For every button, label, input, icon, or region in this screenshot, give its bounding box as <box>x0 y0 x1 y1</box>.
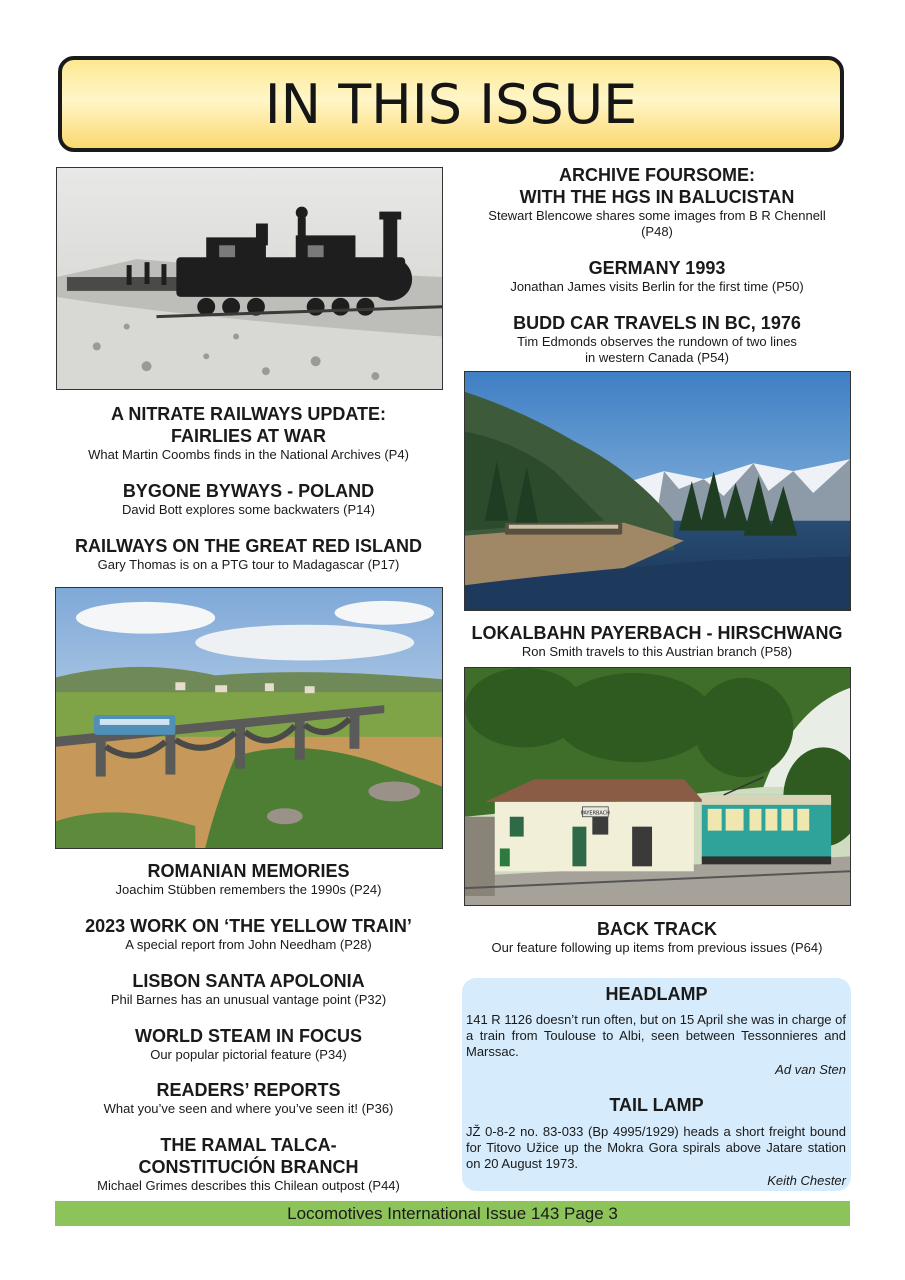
entry-title: LISBON SANTA APOLONIA <box>132 971 365 991</box>
entry-description: A special report from John Needham (P28) <box>125 937 372 952</box>
entry-description: Our feature following up items from previous issues (P64) <box>491 940 823 955</box>
toc-entry-romanian-memories[interactable] <box>55 860 442 898</box>
headlamp-author: Ad van Sten <box>775 1062 846 1077</box>
entry-title: FAIRLIES AT WAR <box>171 426 326 446</box>
page-title: IN THIS ISSUE <box>264 72 638 136</box>
photo-payerbach-tram <box>464 667 851 906</box>
entry-title: WITH THE HGS IN BALUCISTAN <box>519 187 795 207</box>
entry-title: ROMANIAN MEMORIES <box>147 861 350 881</box>
taillamp-author: Keith Chester <box>767 1173 846 1188</box>
headlamp-text: 141 R 1126 doesn’t run often, but on 15 April she was in charge of a train from Toulouse to Albi, seen between Tessonnieres and Marssac. <box>466 1012 846 1059</box>
taillamp-heading: TAIL LAMP <box>609 1095 704 1115</box>
toc-entry-budd-car[interactable] <box>464 312 850 366</box>
toc-entry-bygone-byways[interactable] <box>55 480 442 518</box>
toc-entry-lokalbahn[interactable] <box>464 622 850 660</box>
entry-title: A NITRATE RAILWAYS UPDATE: <box>110 404 386 424</box>
entry-title: WORLD STEAM IN FOCUS <box>135 1026 362 1046</box>
entry-description: What you’ve seen and where you’ve seen it! (P36) <box>103 1101 394 1116</box>
entry-description: Our popular pictorial feature (P34) <box>150 1047 347 1062</box>
entry-description: David Bott explores some backwaters (P14) <box>122 502 375 517</box>
entry-description: Stewart Blencowe shares some images from B R Chennell <box>488 208 826 223</box>
entry-title: THE RAMAL TALCA- <box>160 1135 337 1155</box>
taillamp-text: JŽ 0-8-2 no. 83-033 (Bp 4995/1929) heads a short freight bound for Titovo Užice up the Mokra Gora spirals above Jatare station on 20 August 1973. <box>466 1124 846 1171</box>
toc-entry-germany-1993[interactable] <box>464 257 850 295</box>
photo-fairlie-locomotive <box>56 167 443 390</box>
toc-entry-back-track[interactable] <box>464 918 850 956</box>
photo-budd-car-lake <box>464 371 851 611</box>
entry-title: ARCHIVE FOURSOME: <box>558 165 755 185</box>
entry-title: BACK TRACK <box>597 919 717 939</box>
entry-description: Michael Grimes describes this Chilean outpost (P44) <box>97 1178 400 1193</box>
entry-title: BYGONE BYWAYS - POLAND <box>122 481 375 501</box>
entry-title: GERMANY 1993 <box>588 258 726 278</box>
toc-entry-readers-reports[interactable] <box>55 1079 442 1117</box>
page-footer: Locomotives International Issue 143 Page 3 <box>55 1201 850 1226</box>
headlamp-heading: HEADLAMP <box>605 984 708 1004</box>
entry-description: Joachim Stübben remembers the 1990s (P24) <box>115 882 382 897</box>
toc-entry-archive-foursome[interactable] <box>464 164 850 240</box>
entry-title: 2023 WORK ON ‘THE YELLOW TRAIN’ <box>85 916 412 936</box>
entry-title: CONSTITUCIÓN BRANCH <box>138 1157 359 1177</box>
entry-description: Ron Smith travels to this Austrian branch (P58) <box>521 644 793 659</box>
entry-description: Jonathan James visits Berlin for the first time (P50) <box>510 279 804 294</box>
toc-entry-yellow-train[interactable] <box>55 915 442 953</box>
toc-entry-ramal-talca[interactable] <box>55 1134 442 1194</box>
entry-description: (P48) <box>641 224 673 239</box>
entry-description: What Martin Coombs finds in the National Archives (P4) <box>88 447 409 462</box>
toc-entry-nitrate-railways[interactable] <box>55 403 442 463</box>
entry-title: READERS’ REPORTS <box>156 1080 341 1100</box>
entry-description: Tim Edmonds observes the rundown of two lines <box>517 334 797 349</box>
toc-entry-lisbon[interactable] <box>55 970 442 1008</box>
entry-title: RAILWAYS ON THE GREAT RED ISLAND <box>74 536 423 556</box>
station-sign: PAYERBACH <box>580 810 610 817</box>
lamp-box <box>462 978 851 1191</box>
photo-madagascar-bridge <box>55 587 443 849</box>
toc-entry-great-red-island[interactable] <box>55 535 442 573</box>
issue-banner <box>58 56 844 152</box>
entry-description: Gary Thomas is on a PTG tour to Madagascar (P17) <box>97 557 400 572</box>
entry-description: in western Canada (P54) <box>585 350 729 365</box>
entry-title: LOKALBAHN PAYERBACH - HIRSCHWANG <box>471 623 843 643</box>
entry-title: BUDD CAR TRAVELS IN BC, 1976 <box>513 313 801 333</box>
toc-entry-world-steam[interactable] <box>55 1025 442 1063</box>
entry-description: Phil Barnes has an unusual vantage point (P32) <box>110 992 387 1007</box>
